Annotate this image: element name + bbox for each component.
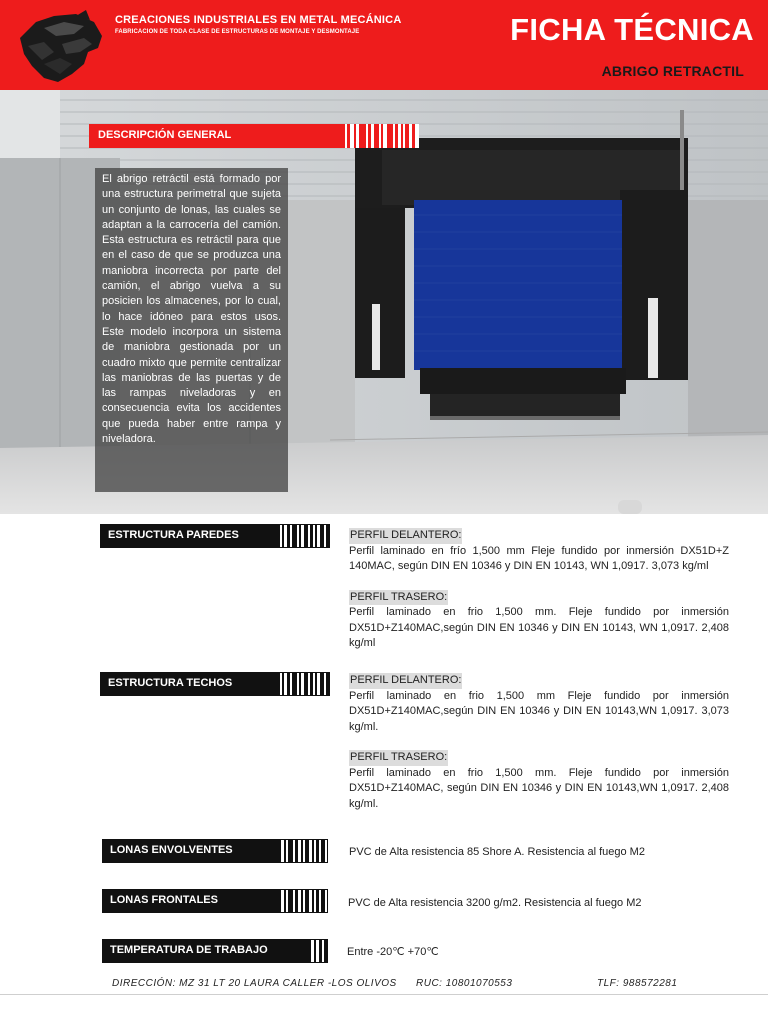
- barcode-decoration: [307, 939, 328, 963]
- perfil-delantero-text: Perfil laminado en frío 1,500 mm Fleje fundido por inmersión DX51D+Z 140MAC, según DIN EN 10346 y DIN EN 10143, WN 1,0917. 3,073 kg/ml: [349, 544, 729, 572]
- perfil-trasero-text: Perfil laminado en frio 1,500 mm. Fleje fundido por inmersión DX51D+Z140MAC,según DIN EN 10346 y DIN EN 10143, WN 1,0917. 2,408 kg/ml: [349, 606, 729, 649]
- spec-text-temperatura: [347, 945, 727, 961]
- description-label: DESCRIPCIÓN GENERAL: [89, 124, 339, 148]
- barcode-decoration: [339, 124, 419, 148]
- spec-text-estructura-techos: [349, 673, 729, 812]
- perfil-trasero-text: Perfil laminado en frio 1,500 mm. Fleje fundido por inmersión DX51D+Z140MAC, según DIN EN 10346 y DIN EN 10143,WN 1,0917. 2,408 kg/ml.: [349, 766, 729, 810]
- perfil-trasero-heading: PERFIL TRASERO:: [349, 750, 448, 766]
- barcode-decoration: [277, 839, 328, 863]
- description-header: [89, 124, 419, 148]
- header-banner: [0, 0, 768, 90]
- page-subtitle: ABRIGO RETRACTIL: [601, 63, 744, 79]
- spec-label-estructura-paredes: [100, 524, 330, 548]
- lonas-envolventes-text: PVC de Alta resistencia 85 Shore A. Resistencia al fuego M2: [349, 846, 645, 858]
- company-tagline: FABRICACION DE TODA CLASE DE ESTRUCTURAS DE MONTAJE Y DESMONTAJE: [115, 29, 360, 35]
- footer-ruc: RUC: 10801070553: [416, 978, 513, 989]
- spec-label-text: ESTRUCTURA TECHOS: [100, 672, 275, 696]
- panther-head-logo-icon: [14, 8, 106, 86]
- description-box: [95, 168, 288, 492]
- spec-label-text: LONAS ENVOLVENTES: [102, 839, 277, 863]
- spec-label-text: LONAS FRONTALES: [102, 889, 277, 913]
- spec-text-estructura-paredes: [349, 528, 729, 652]
- spec-label-text: ESTRUCTURA PAREDES: [100, 524, 275, 548]
- temperatura-text: Entre -20℃ +70℃: [347, 946, 439, 958]
- perfil-delantero-heading: PERFIL DELANTERO:: [349, 528, 462, 544]
- spec-label-temperatura: [102, 939, 328, 963]
- description-text: El abrigo retráctil está formado por una estructura perimetral que sujeta un conjunto de lonas, las cuales se adaptan a la carrocería del camión. Esta estructura es retráctil para que en el caso de que se produzca una maniobra incorrecta por parte del camión, el abrigo vuelva a su posicien los almacenes, por lo cual, lo hace idóneo para estos usos. Este modelo incorpora un sistema de maniobra gestionada por un cuadro mixto que permite centralizar las maniobras de las puertas y de las rampas niveladoras y en consecuencia evita los accidentes que pueda haber entre rampa y niveladora.: [102, 173, 281, 446]
- footer-divider: [0, 994, 768, 995]
- spec-label-lonas-frontales: [102, 889, 328, 913]
- perfil-delantero-heading: PERFIL DELANTERO:: [349, 673, 462, 689]
- page-title: FICHA TÉCNICA: [510, 12, 754, 47]
- spec-label-estructura-techos: [100, 672, 330, 696]
- perfil-delantero-text: Perfil laminado en frio 1,500 mm Fleje fundido por inmersión DX51D+Z140MAC,según DIN EN 10346 y DIN EN 10143,WN 1,0917. 3,073 kg/ml.: [349, 689, 729, 733]
- dock-shelter-photo: [0, 90, 768, 514]
- barcode-decoration: [275, 672, 330, 696]
- spec-text-lonas-envolventes: [349, 845, 729, 861]
- footer-phone: TLF: 988572281: [597, 978, 678, 989]
- lonas-frontales-text: PVC de Alta resistencia 3200 g/m2. Resistencia al fuego M2: [348, 897, 642, 909]
- company-name: CREACIONES INDUSTRIALES EN METAL MECÁNICA: [115, 14, 402, 26]
- footer-address: DIRECCIÓN: MZ 31 LT 20 LAURA CALLER -LOS OLIVOS: [112, 978, 397, 989]
- spec-label-text: TEMPERATURA DE TRABAJO: [102, 939, 307, 963]
- spec-text-lonas-frontales: [348, 896, 728, 912]
- barcode-decoration: [277, 889, 328, 913]
- barcode-decoration: [275, 524, 330, 548]
- perfil-trasero-heading: PERFIL TRASERO:: [349, 590, 448, 606]
- spec-label-lonas-envolventes: [102, 839, 328, 863]
